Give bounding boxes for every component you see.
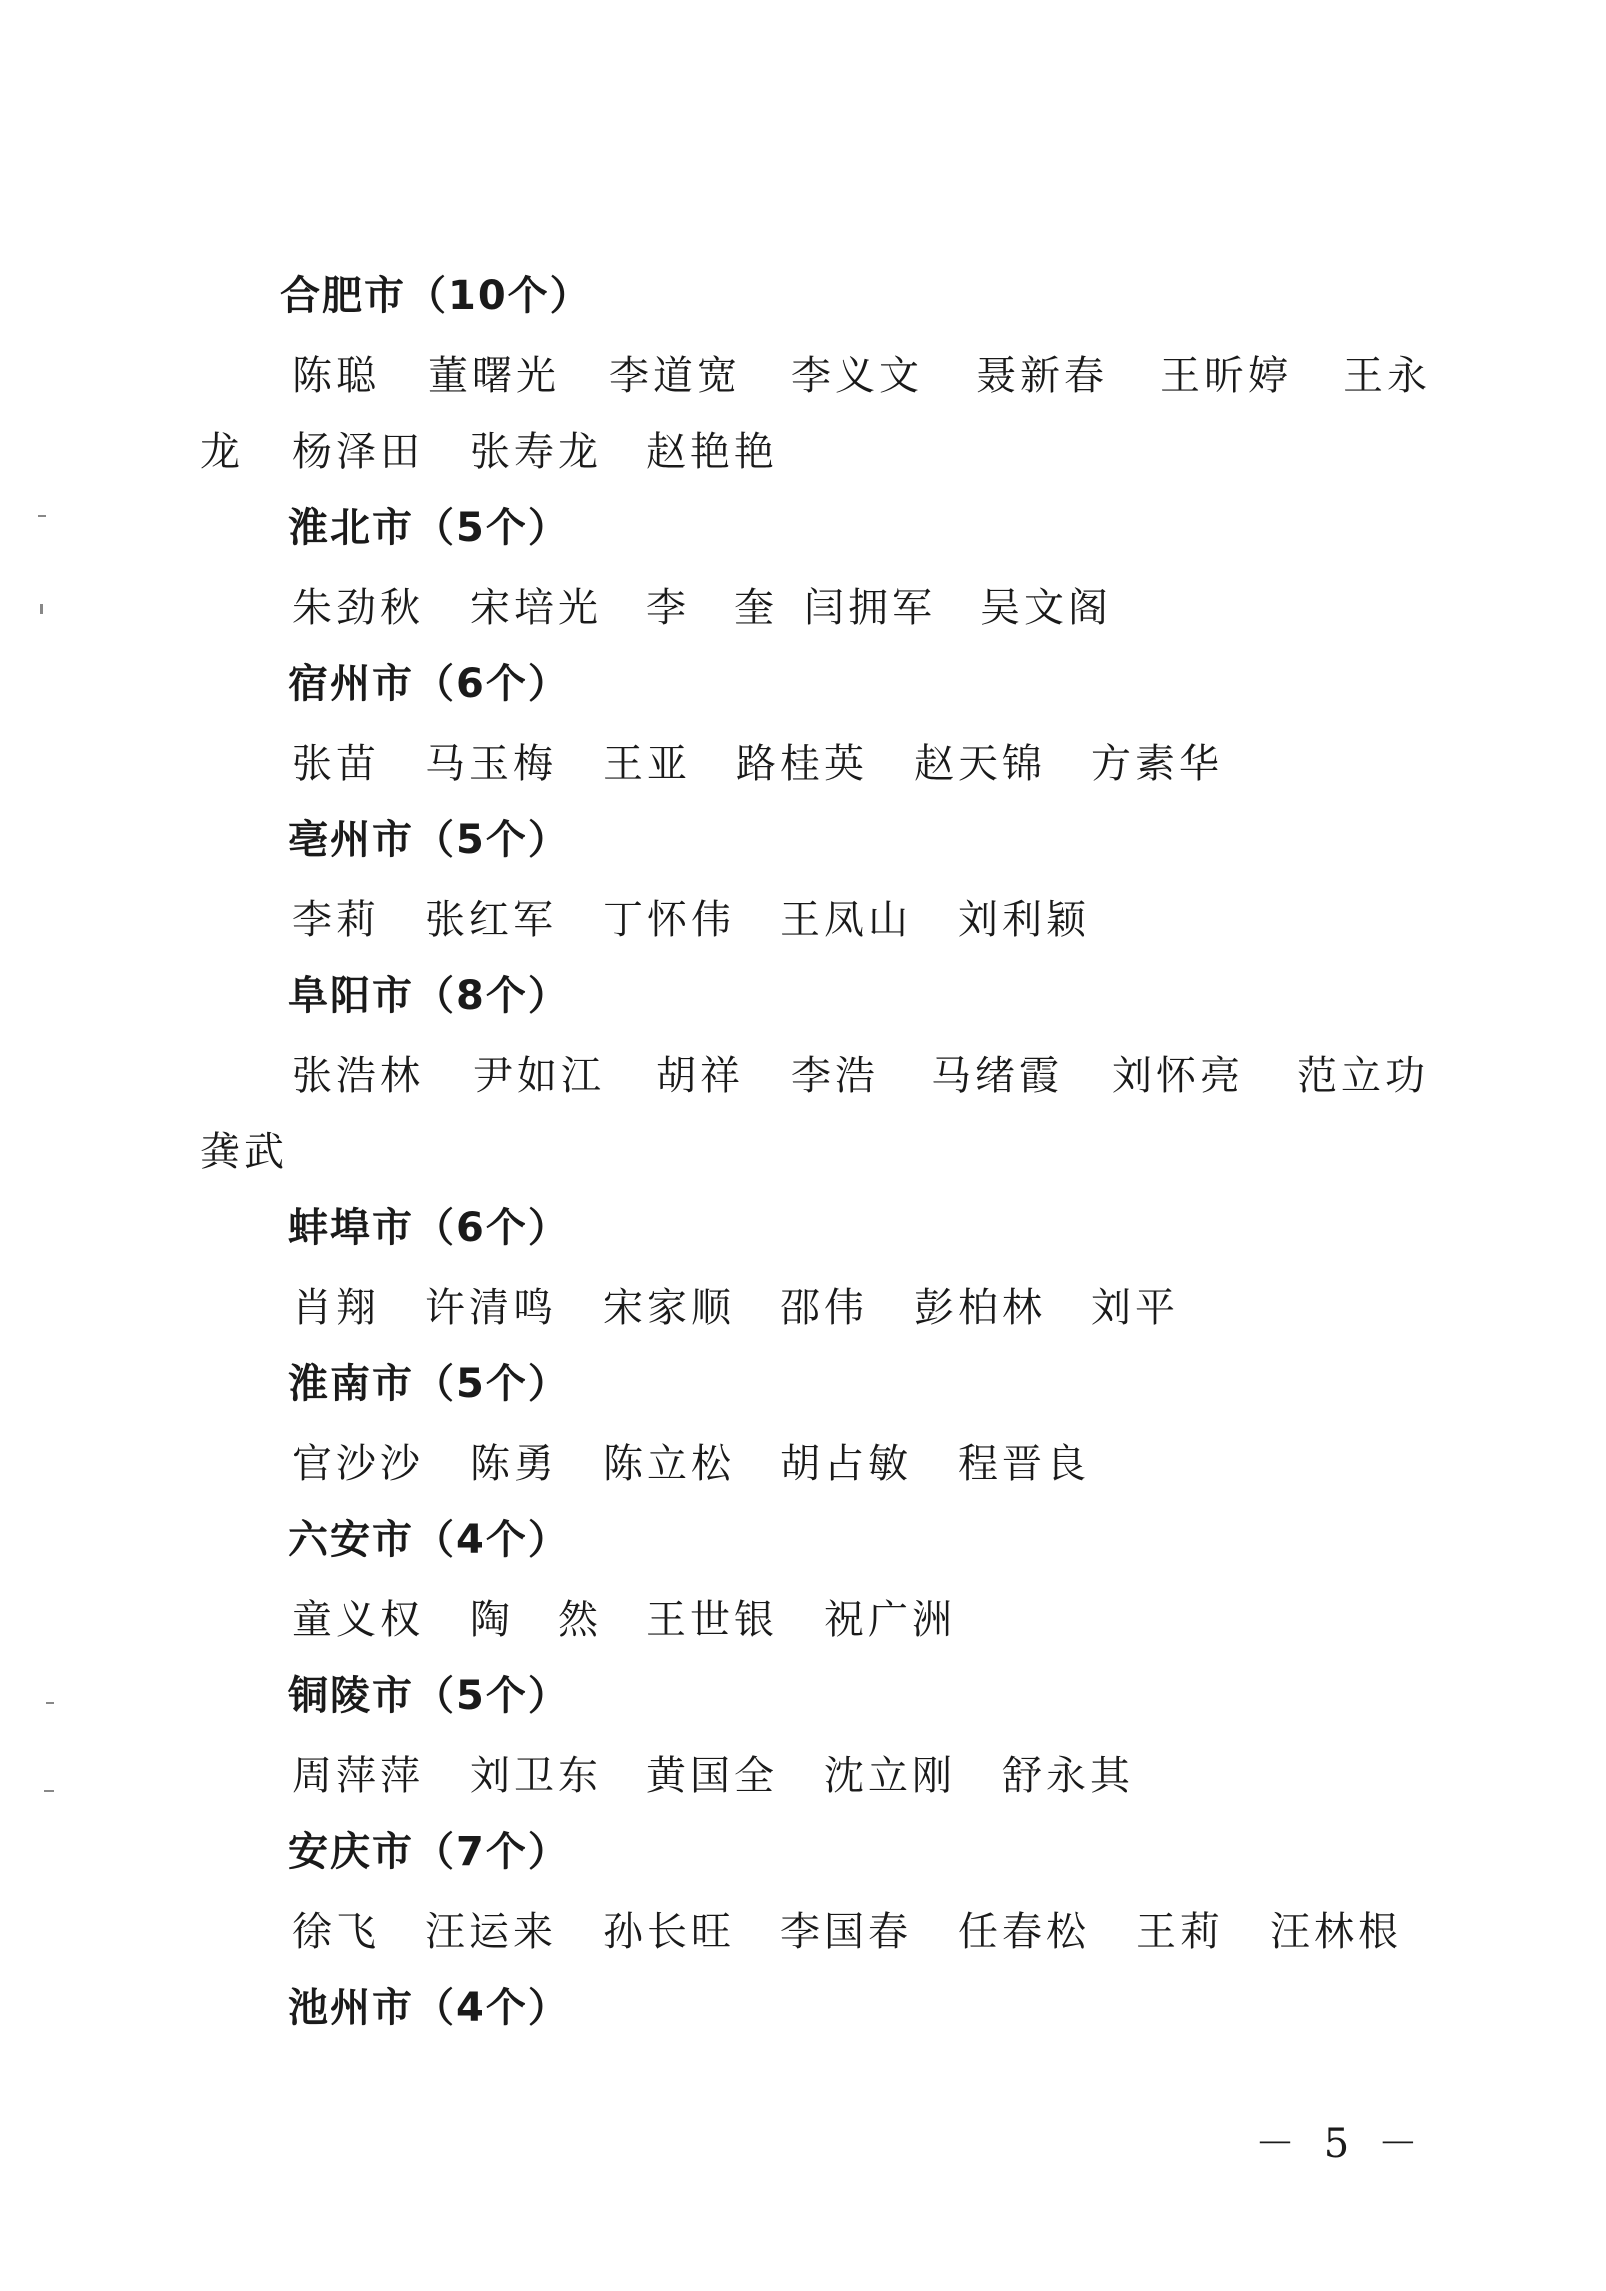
person-name: 宋培光 — [470, 585, 602, 631]
scan-artifact — [44, 1790, 54, 1792]
person-name: 方素华 — [1091, 741, 1223, 787]
person-name: 沈立刚 — [824, 1753, 956, 1799]
person-name: 黄国全 — [646, 1753, 778, 1799]
person-name: 张浩林 — [292, 1053, 424, 1099]
person-name: 路桂英 — [736, 741, 868, 787]
person-name: 陈立松 — [603, 1441, 735, 1487]
person-name: 刘平 — [1091, 1285, 1179, 1331]
section-heading-chizhou: 池州市（4个） — [288, 1985, 570, 2031]
person-name: 李 奎 — [646, 585, 778, 631]
section-heading-fuyang: 阜阳市（8个） — [288, 973, 570, 1019]
section-heading-bengbu: 蚌埠市（6个） — [288, 1205, 570, 1251]
person-name: 王凤山 — [780, 897, 912, 943]
person-name: 张苗 — [292, 741, 380, 787]
section-heading-tongling: 铜陵市（5个） — [288, 1673, 570, 1719]
person-name: 李浩 — [791, 1053, 879, 1099]
person-name: 王永 — [1343, 353, 1431, 399]
person-name: 马玉梅 — [425, 741, 557, 787]
person-name: 肖翔 — [292, 1285, 380, 1331]
person-name: 吴文阁 — [980, 585, 1112, 631]
person-name: 王亚 — [603, 741, 691, 787]
person-name: 胡祥 — [656, 1053, 744, 1099]
person-name: 邵伟 — [780, 1285, 868, 1331]
person-name: 王莉 — [1136, 1909, 1224, 1955]
person-name: 周萍萍 — [292, 1753, 424, 1799]
person-name: 程晋良 — [958, 1441, 1090, 1487]
person-name: 龚武 — [200, 1129, 288, 1175]
person-name: 汪林根 — [1270, 1909, 1402, 1955]
person-name: 李义文 — [791, 353, 923, 399]
person-name: 赵艳艳 — [646, 429, 778, 475]
person-name: 范立功 — [1297, 1053, 1429, 1099]
scan-artifact — [46, 1702, 54, 1704]
person-name: 刘卫东 — [470, 1753, 602, 1799]
person-name: 刘利颖 — [958, 897, 1090, 943]
person-name: 张红军 — [425, 897, 557, 943]
person-name: 徐飞 — [292, 1909, 380, 1955]
person-name: 彭柏林 — [914, 1285, 1046, 1331]
person-name: 童义权 — [292, 1597, 424, 1643]
person-name: 陈聪 — [292, 353, 380, 399]
person-name: 刘怀亮 — [1112, 1053, 1244, 1099]
person-name: 孙长旺 — [603, 1909, 735, 1955]
person-name: 赵天锦 — [914, 741, 1046, 787]
person-name: 董曙光 — [428, 353, 560, 399]
person-name: 陶 然 — [470, 1597, 602, 1643]
person-name: 丁怀伟 — [603, 897, 735, 943]
section-heading-huaibei: 淮北市（5个） — [288, 505, 570, 551]
person-name: 闫拥军 — [804, 585, 936, 631]
section-heading-anqing: 安庆市（7个） — [288, 1829, 570, 1875]
person-name: 朱劲秋 — [292, 585, 424, 631]
person-name: 聂新春 — [976, 353, 1108, 399]
section-heading-suzhou: 宿州市（6个） — [288, 661, 570, 707]
section-heading-luan: 六安市（4个） — [288, 1517, 570, 1563]
person-name: 尹如江 — [473, 1053, 605, 1099]
scan-artifact — [38, 515, 46, 517]
person-name: 李国春 — [780, 1909, 912, 1955]
person-name: 任春松 — [958, 1909, 1090, 1955]
section-heading-huainan: 淮南市（5个） — [288, 1361, 570, 1407]
person-name: 李莉 — [292, 897, 380, 943]
person-name: 马绪霞 — [931, 1053, 1063, 1099]
person-name: 官沙沙 — [292, 1441, 424, 1487]
section-heading-hefei: 合肥市（10个） — [280, 273, 592, 319]
person-name: 汪运来 — [425, 1909, 557, 1955]
page-number: － 5 － — [1255, 2121, 1426, 2167]
person-name: 陈勇 — [470, 1441, 558, 1487]
person-name: 杨泽田 — [292, 429, 424, 475]
person-name: 宋家顺 — [603, 1285, 735, 1331]
person-name: 祝广洲 — [824, 1597, 956, 1643]
person-name: 舒永其 — [1002, 1753, 1134, 1799]
person-name: 王昕婷 — [1160, 353, 1292, 399]
person-name: 张寿龙 — [470, 429, 602, 475]
person-name: 李道宽 — [609, 353, 741, 399]
scan-artifact — [40, 604, 43, 614]
section-heading-bozhou: 亳州市（5个） — [288, 817, 570, 863]
person-name: 胡占敏 — [780, 1441, 912, 1487]
person-name: 龙 — [200, 429, 244, 475]
person-name: 许清鸣 — [425, 1285, 557, 1331]
person-name: 王世银 — [646, 1597, 778, 1643]
